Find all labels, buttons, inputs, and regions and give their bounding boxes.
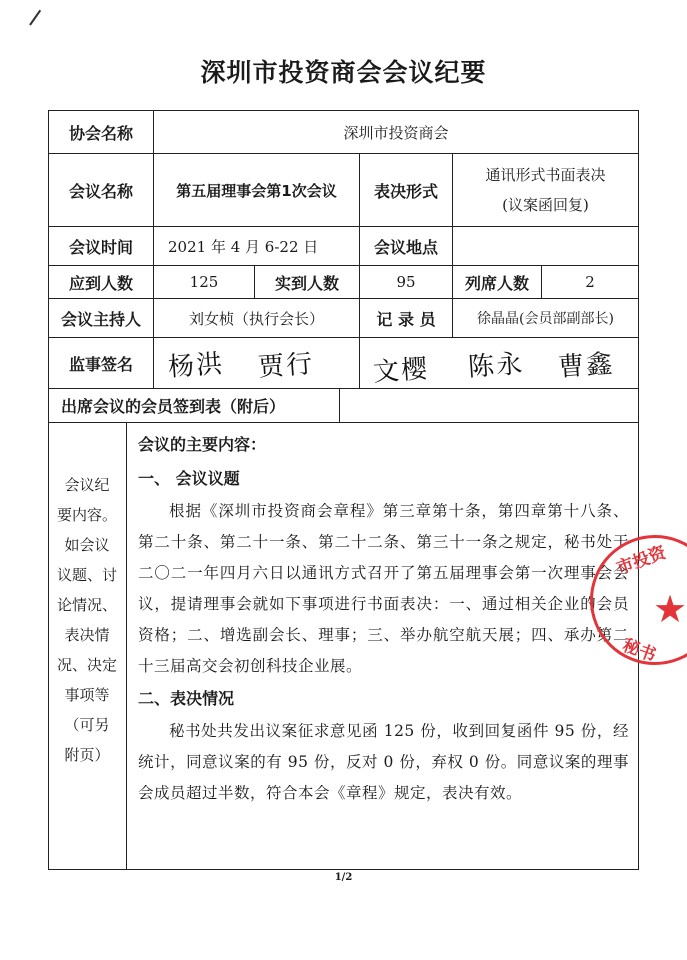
observer-count-value: 2 (541, 265, 639, 299)
vote-form-line1: 通讯形式书面表决 (485, 166, 606, 184)
signature-1: 杨洪 (167, 349, 226, 383)
vote-form-label: 表决形式 (359, 153, 453, 227)
expected-count-label: 应到人数 (48, 265, 154, 299)
seal-star-icon: ★ (653, 587, 687, 631)
side-note (48, 422, 126, 762)
content-heading: 会议的主要内容： (138, 435, 267, 454)
signature-2: 贾行 (257, 349, 316, 383)
pen-mark (29, 10, 41, 26)
seal-text-top: 市投资 (613, 542, 669, 579)
meeting-place-label: 会议地点 (359, 226, 453, 266)
signature-3: 文樱 (372, 354, 431, 388)
actual-count-label: 实到人数 (254, 265, 360, 299)
recorder-value: 徐晶晶(会员部副部长) (452, 298, 639, 338)
host-label: 会议主持人 (48, 298, 154, 338)
attendance-blank (339, 388, 639, 423)
side-note-line: 会议纪 (64, 476, 110, 494)
meeting-name-label: 会议名称 (48, 153, 154, 227)
observer-count-label: 列席人数 (452, 265, 542, 299)
signature-4: 陈永 (467, 349, 526, 383)
meeting-time-label: 会议时间 (48, 226, 154, 266)
meeting-time-value: 2021 年 4 月 6-22 日 (153, 226, 360, 266)
side-note-line: （可另 (64, 716, 110, 734)
seal-text-bottom: 秘书 (619, 635, 659, 667)
page-title: 深圳市投资商会会议纪要 (200, 58, 487, 87)
meeting-content (126, 422, 639, 870)
actual-count-value: 95 (359, 265, 453, 299)
expected-count-value: 125 (153, 265, 255, 299)
side-note-line: 附页） (64, 746, 110, 764)
signature-5: 曹鑫 (557, 349, 616, 383)
side-note-line: 况、决定 (56, 656, 117, 674)
side-note-line: 事项等 (64, 686, 110, 704)
association-value: 深圳市投资商会 (153, 110, 639, 154)
vote-form-value (452, 153, 639, 227)
side-note-line: 如会议 (64, 536, 110, 554)
recorder-label: 记 录 员 (359, 298, 453, 338)
side-note-line: 要内容。 (56, 506, 117, 524)
side-note-line: 表决情 (64, 626, 110, 644)
host-value: 刘女桢（执行会长） (153, 298, 360, 338)
section1-text: 根据《深圳市投资商会章程》第三章第十条，第四章第十八条、第二十条、第二十一条、第二十二条、第三十一条之规定，秘书处于二〇二一年四月六日以通讯方式召开了第五届理事会第一次理事会会议，提请理事会就如下事项进行书面表决：一、通过相关企业的会员资格；二、增选副会长、理事；三、举办航空航天展；四、承办第二十三届高交会初创科技企业展。 (138, 502, 629, 675)
minutes-form (48, 110, 639, 870)
meeting-name-value: 第五届理事会第1次会议 (153, 153, 360, 227)
supervisor-label: 监事签名 (48, 337, 154, 389)
meeting-place-value (452, 226, 639, 266)
section2-title: 二、表决情况 (138, 689, 235, 708)
attendance-label: 出席会议的会员签到表（附后） (48, 388, 340, 423)
section1-title: 一、 会议议题 (138, 469, 240, 488)
side-note-line: 议题、讨 (56, 566, 117, 584)
page-number: 1/2 (334, 872, 353, 883)
vote-form-line2: (议案函回复) (502, 196, 589, 214)
side-note-line: 论情况、 (56, 596, 117, 614)
association-label: 协会名称 (48, 110, 154, 154)
section2-text: 秘书处共发出议案征求意见函 125 份，收到回复函件 95 份，经统计，同意议案的有 95 份，反对 0 份，弃权 0 份。同意议案的理事会成员超过半数，符合本会《章程》规定，表决有效。 (138, 722, 629, 802)
